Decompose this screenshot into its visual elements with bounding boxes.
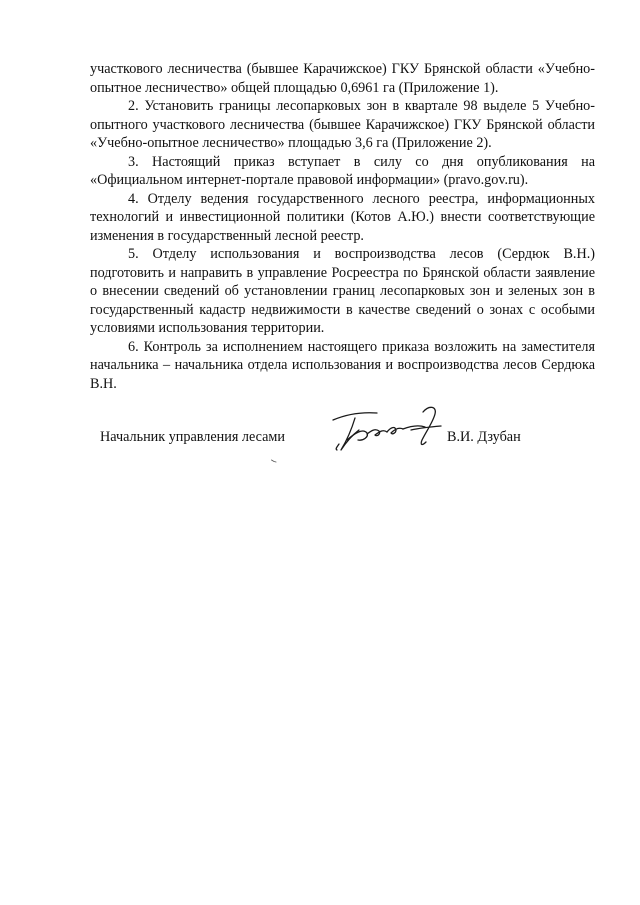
document-body [90,60,595,393]
paragraph-4: 4. Отделу ведения государственного лесного реестра, информационных технологий и инвестиционной политики (Котов А.Ю.) внести соответствующие изменения в государственный лесной реестр. [90,190,595,244]
ink-speck [271,459,277,463]
handwritten-signature [325,400,455,462]
paragraph-2: 2. Установить границы лесопарковых зон в квартале 98 выделе 5 Учебно-опытного участкового лесничества (бывшее Карачижское) ГКУ Брянской области «Учебно-опытное лесничество» площадью 3,6 га (Приложение 2). [90,98,595,151]
signatory-name: В.И. Дзубан [447,429,521,445]
signatory-position: Начальник управления лесами [100,429,285,445]
paragraph-5: 5. Отделу использования и воспроизводства лесов (Сердюк В.Н.) подготовить и направить в управление Росреестра по Брянской области заявление о внесении сведений об установлении границ лесопарковых зон и зеленых зон в государственный кадастр недвижимости в качестве сведений о зонах с особыми условиями использования территории. [90,246,595,336]
signature-block [100,418,560,478]
paragraph-3: 3. Настоящий приказ вступает в силу со дня опубликования на «Официальном интернет-портале правовой информации» (pravo.gov.ru). [90,153,595,188]
paragraph-1-continuation: участкового лесничества (бывшее Карачижское) ГКУ Брянской области «Учебно-опытное лесничество» общей площадью 0,6961 га (Приложение 1). [90,61,595,96]
paragraph-6: 6. Контроль за исполнением настоящего приказа возложить на заместителя начальника – начальника отдела использования и воспроизводства лесов Сердюка В.Н. [90,338,595,392]
